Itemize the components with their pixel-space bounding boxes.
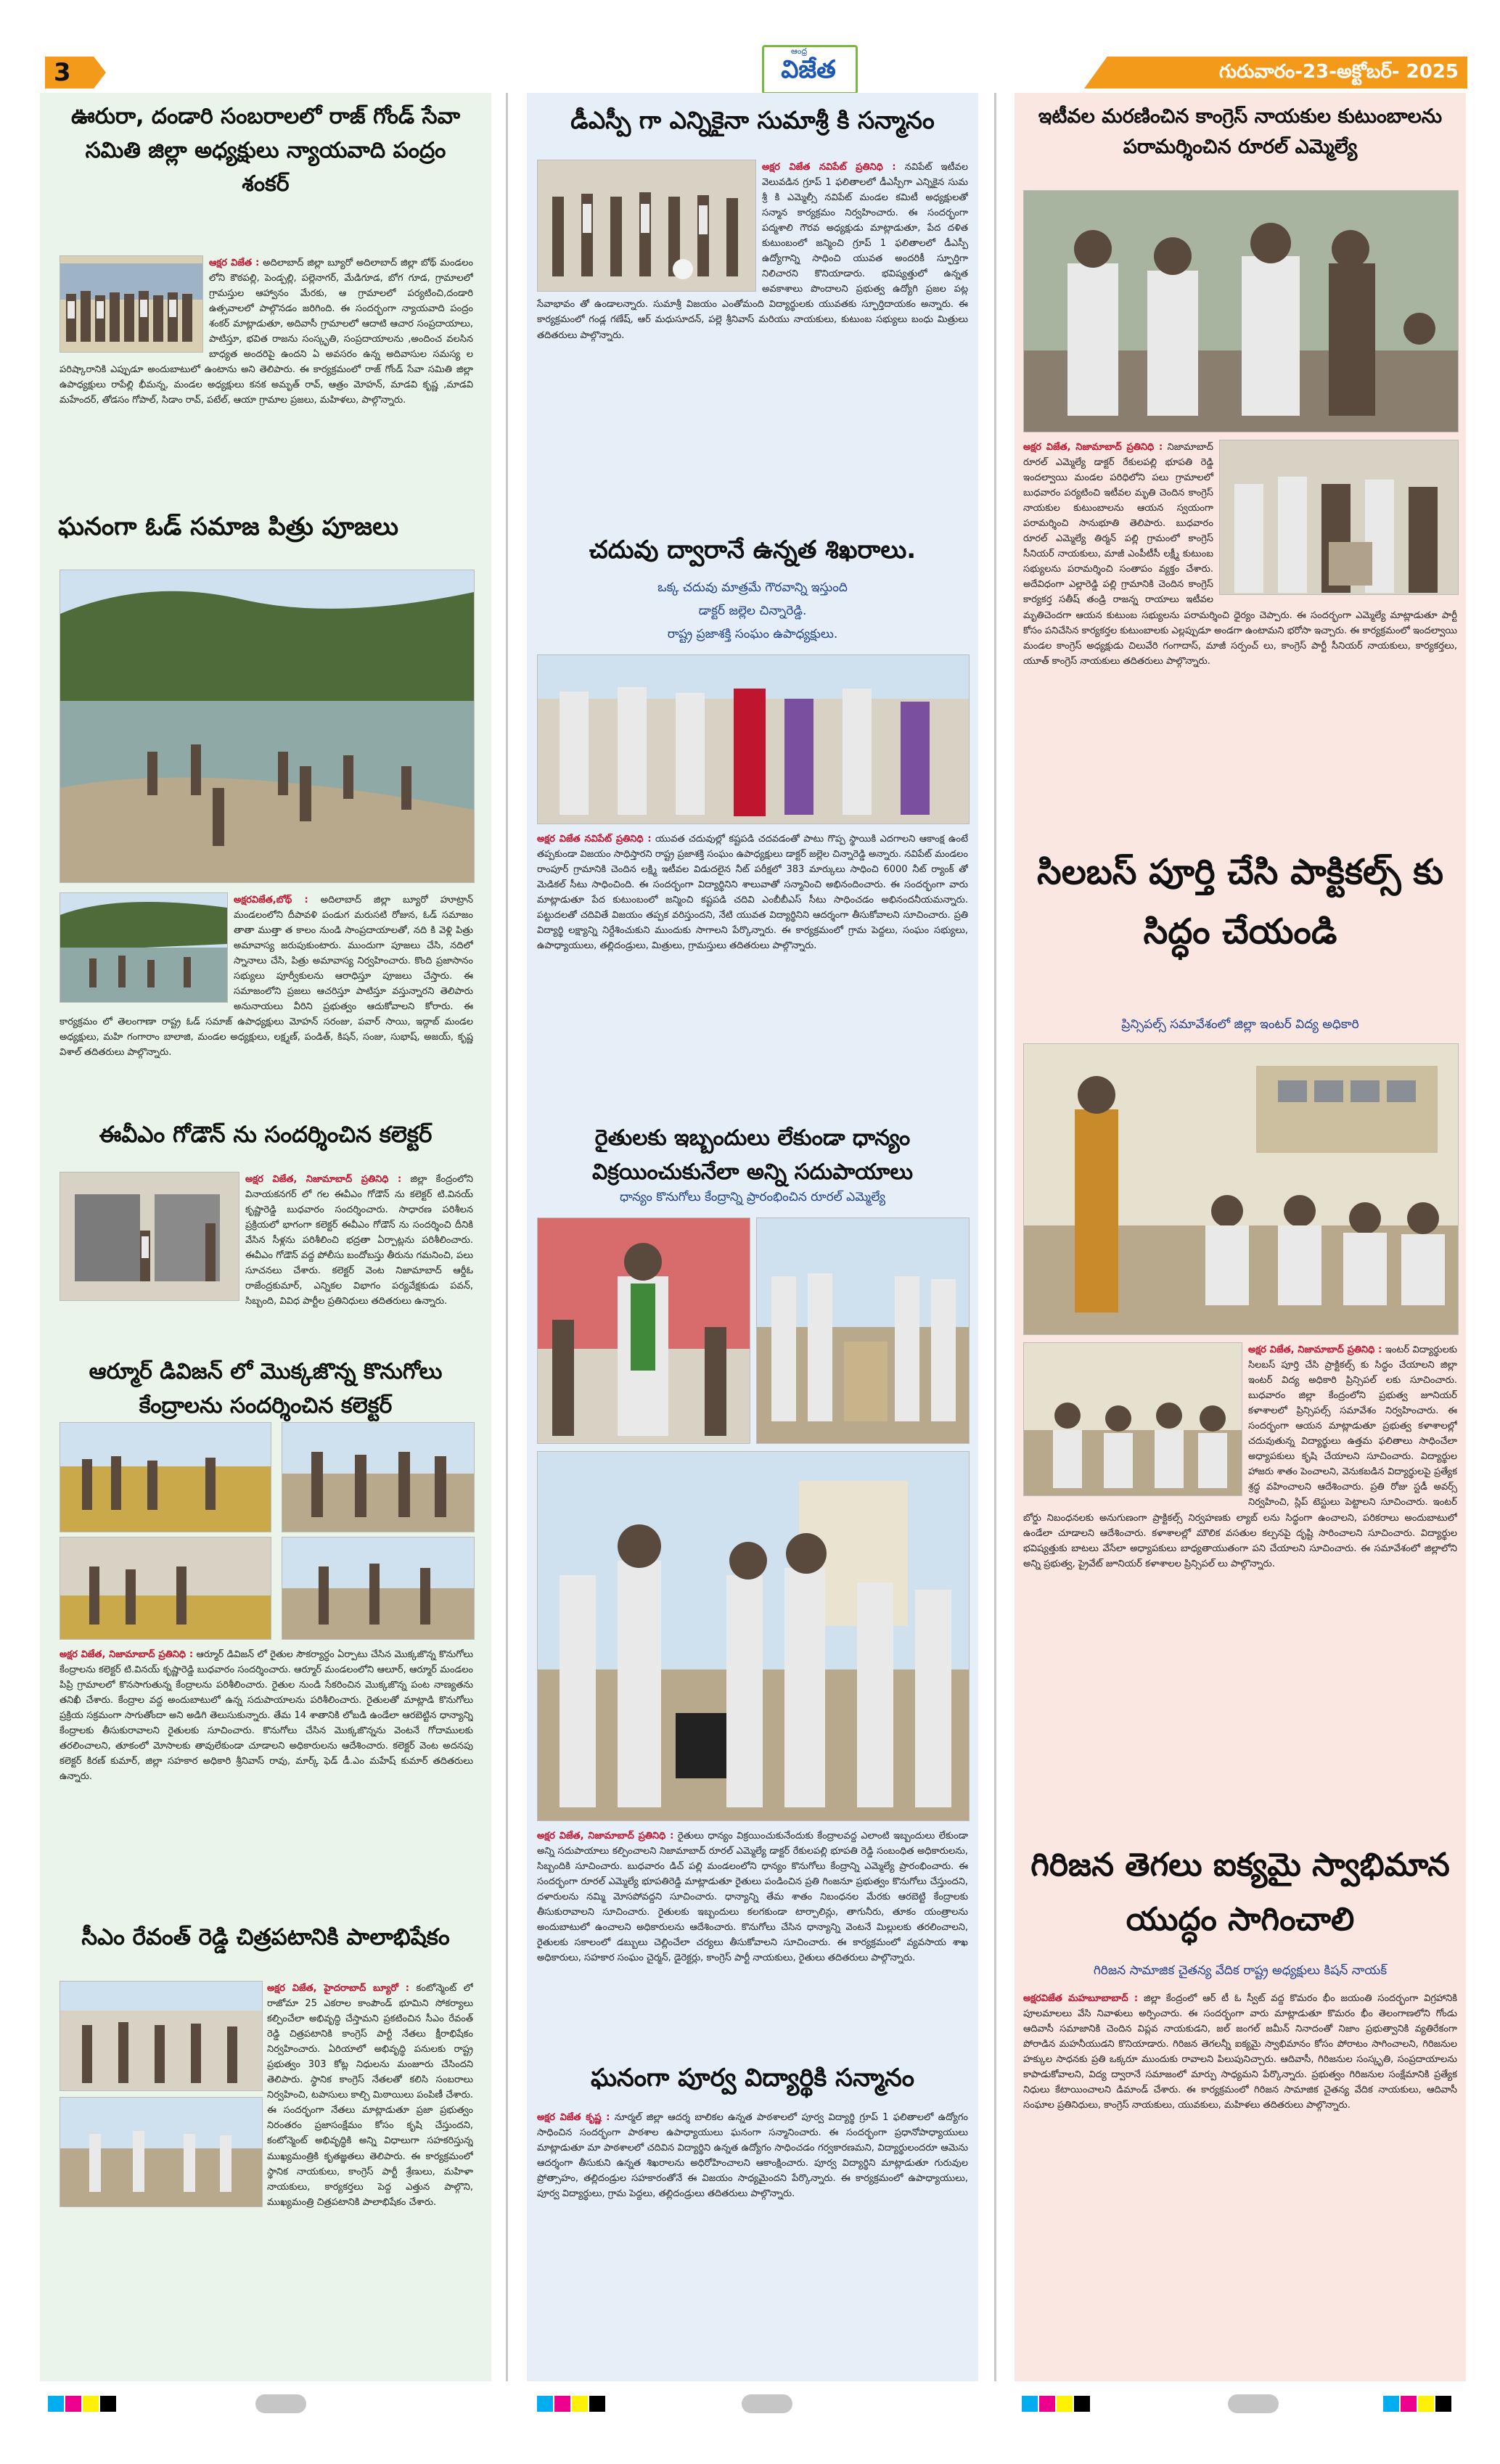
article-dsp-sumasri [537, 160, 968, 522]
article-body: కంటోన్మెంట్ లో రాజోమా 25 ఎకరాల కాంపౌండ్ భూమిని సోకర్యాలు కల్పించేలా అభివృద్ధి చేస్తామని ప్రకటించిన సీఎం రేవంత్ రెడ్డి చిత్రపటానికి కాంగ్రెస్ పార్టీ నేతలు క్షీరాభిషేకం నిర్వహించారు. ఏరియాలో అభివృద్ధి పనులకు రాష్ట్ర ప్రభుత్వం 303 కోట్ల నిధులను మంజూరు చేసిందని తెలిపారు. స్థానిక కాంగ్రెస్ నేతలతో కలిసి సంబరాలు నిర్వహించి, టపాసులు కాల్చి మిఠాయిలు పంపిణీ చేశారు. ఈ సందర్భంగా నేతలు మాట్లాడుతూ ప్రజా ప్రభుత్వం నిరంతరం ప్రజాసంక్షేమం కోసం కృషి చేస్తుందని, కంటోన్మెంట్ అభివృద్ధికి అన్ని విధాలుగా సహకరిస్తున్న ముఖ్యమంత్రికి కృతజ్ఞతలు తెలిపారు. ఈ కార్యక్రమంలో స్థానిక నాయకులు, కాంగ్రెస్ పార్టీ శ్రేణులు, మహిళా నాయకులు, కార్యకర్తలు పెద్ద ఎత్తున పాల్గొని, ముఖ్యమంత్రి చిత్రపటానికి పాలాభిషేకం చేశారు. [267, 1983, 473, 2208]
article-body: నిజామాబాద్ రూరల్ ఎమ్మెల్యే డాక్టర్ రేకులపల్లి భూపతి రెడ్డి ఇందల్వాయి మండల పరిధిలోని పలు గ్రామాలలో బుధవారం పర్యటించి ఇటీవల మృతి చెందిన కాంగ్రెస్ నాయకుల కుటుంబాలను ఆయన స్వయంగా పరామర్శించి సానుభూతి తెలిపారు. బుధవారం రూరల్ ఎమ్మెల్యే తిర్మన్ పల్లి గ్రామంలో కాంగ్రెస్ సీనియర్ నాయకులు, మాజీ ఎంపీటీసీ లక్ష్మీ కుటుంబ సభ్యులను పరామర్శించి సంతాపం వ్యక్తం చేశారు. అదేవిధంగా ఎల్లారెడ్డి పల్లి గ్రామానికి చెందిన కాంగ్రెస్ కార్యకర్త సతీష్ తండ్రి రాజన్న రాయాలు ఇటీవల మృతిచెందగా ఆయన కుటుంబ సభ్యులను పరామర్శించి ధైర్యం చెప్పారు. ఈ సందర్భంగా ఎమ్మెల్యే మాట్లాడుతూ పార్టీ కోసం పనిచేసిన కార్యకర్తల కుటుంబాలకు ఎల్లప్పుడూ అండగా ఉంటామని భరోసా ఇచ్చారు. ఈ కార్యక్రమంలో ఇందల్వాయి మండల కాంగ్రెస్ అధ్యక్షుడు చిలువేరి గంగాదాస్, మాజీ సర్పంచ్ లు, కాంగ్రెస్ పార్టీ సీనియర్ నాయకులు, కార్యకర్తలు, యూత్ కాంగ్రెస్ నాయకులు తదితరులు పాల్గొన్నారు. [1023, 442, 1457, 667]
photo-principals-meeting [1023, 1043, 1459, 1335]
headline-alumni: ఘనంగా పూర్వ విద్యార్థికి సన్మానం [590, 2063, 915, 2093]
headline-armoor-maize: ఆర్మూర్ డివిజన్ లో మొక్కజొన్న కొనుగోలు కేంద్రాలను సందర్శించిన కలెక్టర్ [89, 1359, 443, 1418]
article-body: జిల్లా కేంద్రంలో ఆర్ టీ ఓ స్వీట్ వద్ద కొమరం భీం జయంతి సందర్భంగా విగ్రహానికి పూలమాలలు వేసి నివాళులు అర్పించారు. ఈ సందర్భంగా వారు మాట్లాడుతూ కొమరం భీం తెలంగాణలోని గోండు ఆదివాసీ సమాజానికి చెందిన విప్లవ నాయకుడని, జల్ జంగల్ జమీన్ నినాదంతో నిజాం ప్రభుత్వానికి వ్యతిరేకంగా పోరాడిన మహనీయుడని కొనియాడారు. గిరిజన తెగలన్నీ ఐక్యమై స్వాభిమానం కోసం పోరాటం సాగించాలని, గిరిజనుల హక్కుల సాధనకు ప్రతి ఒక్కరూ ముందుకు రావాలని పిలుపునిచ్చారు. ఆదివాసీ, గిరిజనుల సంస్కృతి, సంప్రదాయాలను కాపాడుకోవాలని, విద్య ద్వారానే సమాజంలో మార్పు సాధ్యమని పేర్కొన్నారు. ప్రభుత్వం గిరిజనుల సంక్షేమానికి ప్రత్యేక నిధులు కేటాయించాలని డిమాండ్ చేశారు. ఈ కార్యక్రమంలో గిరిజన సామాజిక చైతన్య వేదిక నాయకులు, ఆదివాసీ సంఘాల ప్రతినిధులు, కాంగ్రెస్ నాయకులు, యువకులు, మహిళలు తదితరులు పాల్గొన్నారు. [1023, 1993, 1457, 2111]
masthead-small: ఆంధ్ర [791, 46, 808, 56]
article-body: రైతులు ధాన్యం విక్రయించుకునేందుకు కేంద్రాలవద్ద ఎలాంటి ఇబ్బందులు లేకుండా అన్ని సదుపాయాలు కల్పించాలని నిజామాబాద్ రూరల్ ఎమ్మెల్యే డాక్టర్ రేకులపల్లి భూపతి రెడ్డి సంబంధిత అధికారులను, సిబ్బందికి సూచించారు. బుధవారం డిచ్ పల్లి మండలంలోని ధాన్యం కొనుగోలు కేంద్రాన్ని ఎమ్మెల్యే ప్రారంభించారు. ఈ సందర్భంగా రూరల్ ఎమ్మెల్యే భూపతిరెడ్డి మాట్లాడుతూ రైతులు పండించిన ప్రతి గింజనూ ప్రభుత్వం కొనుగోలు చేస్తుందని, దళారులను నమ్మి మోసపోవద్దని సూచించారు. ధాన్యాన్ని తేమ శాతం నిబంధనల మేరకు ఆరబెట్టి కేంద్రాలకు తీసుకురావాలని సూచించారు. రైతులకు ఇబ్బందులు కలగకుండా టార్పాలిన్లు, తాగునీరు, తూకం యంత్రాలను అందుబాటులో ఉంచాలని అధికారులను ఆదేశించారు. కొనుగోలు చేసిన ధాన్యాన్ని వెంటనే మిల్లులకు తరలించాలని, రైతులకు సకాలంలో డబ్బులు చెల్లించేలా చర్యలు తీసుకోవాలని సూచించారు. ఈ కార్యక్రమంలో వ్యవసాయ శాఖ అధికారులు, సహకార సంఘం చైర్మన్, డైరెక్టర్లు, కాంగ్రెస్ పార్టీ నాయకులు, రైతులు తదితరులు పాల్గొన్నారు. [537, 1831, 968, 1964]
byline: అక్షర విజేత, హైదరాబాద్ బ్యూరో : [267, 1983, 410, 1994]
subhead-education-1: ఒక్క చదువు మాత్రమే గౌరవాన్ని ఇస్తుంది [657, 580, 848, 595]
photo-condolence-visit [1023, 190, 1459, 432]
article-body: నూర్మల్ జిల్లా ఆదర్శ బాలికల ఉన్నత పాఠశాలలో పూర్వ విద్యార్థి గ్రూప్ 1 ఫలితాలలో ఉద్యోగం సాధించిన సందర్భంగా పాఠశాల ఉపాధ్యాయులు ఘనంగా సన్మానించారు. ఈ సందర్భంగా ప్రధానోపాధ్యాయులు మాట్లాడుతూ మా పాఠశాలలో చదివిన విద్యార్థిని ఉన్నత ఉద్యోగం సాధించడం గర్వకారణమని, విద్యార్థులందరూ ఆమెను ఆదర్శంగా తీసుకుని ఉన్నత శిఖరాలను అధిరోహించాలని ఆకాంక్షించారు. పూర్వ విద్యార్థిని మాట్లాడుతూ గురువుల ప్రోత్సాహం, తల్లిదండ్రుల సహకారంతోనే ఈ విజయం సాధ్యమైందని పేర్కొన్నారు. ఈ కార్యక్రమంలో ఉపాధ్యాయులు, పూర్వ విద్యార్థులు, గ్రామ పెద్దలు, తల్లిదండ్రులు తదితరులు పాల్గొన్నారు. [537, 2112, 968, 2200]
article-body: యువత చదువుల్లో కష్టపడి చదవడంతో పాటు గొప్ప స్థాయికి ఎదగాలని ఆకాంక్ష ఉంటే తప్పకుండా విజయం సాధిస్తారని రాష్ట్ర ప్రజాశక్తి సంఘం ఉపాధ్యక్షులు డాక్టర్ జల్లెల చిన్నారెడ్డి అన్నారు. నవిపేట్ మండలం రాంపూర్ గ్రామానికి చెందిన లక్ష్మి ఇటీవల విడుదలైన నీట్ పరీక్షలో 383 మార్కులు సాధించి 6000 నీట్ ర్యాంక్ తో మెడికల్ సీటు సాధించింది. ఈ సందర్భంగా విద్యార్థినిని శాలువాతో సన్మానించి అభినందించారు. ఈ సందర్భంగా వారు మాట్లాడుతూ పేద కుటుంబంలో జన్మించి కష్టపడి చదివి ఎంబీబీఎస్ సీటు సాధించడం అభినందనీయమన్నారు. పట్టుదలతో చదివితే విజయం తప్పక వరిస్తుందని, నేటి యువత విద్యార్థినిని ఆదర్శంగా తీసుకోవాలని సూచించారు. ప్రతి విద్యార్థి లక్ష్యాన్ని నిర్దేశించుకుని ముందుకు సాగాలని పేర్కొన్నారు. ఈ కార్యక్రమంలో గ్రామ పెద్దలు, సంఘం సభ్యులు, ఉపాధ్యాయులు, తల్లిదండ్రులు, మిత్రులు, గ్రామస్తులు తదితరులు పాల్గొన్నారు. [537, 834, 968, 952]
byline: అక్షర విజేత నవిపేట్ ప్రతినిధి : [537, 834, 652, 845]
byline: అక్షర విజేత, నిజామాబాద్ ప్రతినిధి : [537, 1831, 674, 1841]
photo-mla-speech [537, 1217, 750, 1444]
article-grain-purchase [537, 1828, 968, 2053]
footer-registration-mark [1228, 2394, 1279, 2413]
article-congress-condolence [1023, 440, 1457, 798]
byline: అక్షర విజేత, నిజామాబాద్ ప్రతినిధి : [1023, 442, 1163, 453]
footer-color-bar [537, 2396, 607, 2415]
subhead-syllabus: ప్రిన్సిపల్స్ సమావేశంలో జిల్లా ఇంటర్ విద్య అధికారి [1121, 1017, 1359, 1032]
photo-maize-2 [282, 1422, 475, 1532]
article-body: అదిలాబాద్ జిల్లా బ్యూరో హూట్రాన్ మండలంలోని దీపావళి పండుగ మరుసటి రోజున, ఓడ్ సమాజం తాతా ముత్తా త కాలం నుండి సాంప్రదాయాలతో, నది కి వెళ్లి పిత్రు అమావాస్య జరుపుకుంటారు. ముందుగా పూజలు చేసి, నదిలో స్నానాలు చేసి, పిత్రు అమావాస్య నిర్వహించారు. కొంది ప్రజాసానం సభ్యులు పూర్వీకులను ఆరాధిస్తూ పూజలు చేస్తారు. ఈ సమాజంలోని ప్రజలు ఆచరిస్తూ పాటిస్తూ వస్తున్నారని తెలిపారు అనునాయలు వీరిని ప్రభుత్వం ఆదుకోవాలని కోరారు. ఈ కార్యక్రమం లో తెలంగాణా రాష్ట్ర ఓడ్ సమాజ్ ఉపాధ్యక్షులు మోహన్ సరంజు, పవార్ సాయి, ఇద్గాబ్ మండల అధ్యక్షులు, మహి గంగారాం బాలాజి, మండల అధ్యక్షులు, లక్ష్మణ్, పండిత్, కిషన్, సంజు, సుభాష్, అజయ్, కృష్ణ విశాల్ తదితరులు పాల్గొన్నారు. [60, 895, 473, 1059]
headline-od-samaja: ఘనంగా ఓడ్ సమాజ పిత్రు పూజలు [58, 512, 398, 541]
article-cm-palabhishekam [60, 1981, 473, 2373]
headline-cm-palabhishekam: సీఎం రేవంత్ రెడ్డి చిత్రపటానికి పాలాభిషేకం [81, 1924, 450, 1950]
photo-grain-sacks [756, 1217, 970, 1444]
page-number: 3 [54, 58, 71, 87]
byline: అక్షరవిజేత,బోథ్ : [234, 895, 308, 905]
masthead-title: విజేత [781, 55, 836, 84]
subhead-education-3: రాష్ట్ర ప్రజాశక్తి సంఘం ఉపాధ్యక్షులు. [667, 627, 838, 641]
article-body: జిల్లా కేంద్రంలోని వినాయకనగర్ లో గల ఈవీఎం గోడౌన్ ను కలెక్టర్ టి.వినయ్ కృష్ణారెడ్డి బుధవారం సందర్శించారు. సాధారణ పరిశీలన ప్రక్రియలో భాగంగా కలెక్టర్ ఈవీఎం గోడౌన్ ను సందర్శించి దీనికి వేసిన సీళ్లను పరిశీలించి భద్రతా ఏర్పాట్లను పరిశీలించారు. ఈవీఎం గోడౌన్ వద్ద పోలీసు బందోబస్తు తీరును గమనించి, పలు సూచనలు చేశారు. కలెక్టర్ వెంట నిజామాబాద్ ఆర్డీఓ రాజేంద్రకుమార్, ఎన్నికల విభాగం పర్యవేక్షకుడు పవన్, సిబ్బంది, వివిధ పార్టీల ప్రతినిధులు తదితరులు ఉన్నారు. [245, 1174, 473, 1307]
footer-color-bar [1022, 2396, 1091, 2415]
article-od-samaja [60, 892, 473, 1110]
article-education [537, 831, 968, 1114]
headline-education: చదువు ద్వారానే ఉన్నత శిఖరాలు. [589, 535, 917, 564]
byline: అక్షర విజేత నవిపేట్ ప్రతినిధి : [762, 162, 896, 173]
headline-evm-godown: ఈవీఎం గోడౌన్ ను సందర్శించిన కలెక్టర్ [99, 1122, 433, 1148]
article-evm-godown [60, 1172, 473, 1346]
headline-raj-gond: ఊరురా, దండారి సంబరాలలో రాజ్ గోండ్ సేవా సమితి జిల్లా అధ్యక్షులు న్యాయవాది పంద్రం శంకర్ [70, 104, 461, 197]
photo-grain-inauguration [537, 1451, 970, 1821]
footer-registration-mark [742, 2394, 792, 2413]
headline-tribal-unity: గిరిజన తెగలు ఐక్యమై స్వాభిమాన యుద్ధం సాగించాలి [1030, 1847, 1450, 1938]
article-armoor-maize [60, 1647, 473, 1915]
byline: అక్షర విజేత, నిజామాబాద్ ప్రతినిధి : [245, 1174, 402, 1185]
article-alumni [537, 2110, 968, 2371]
article-body: ఆర్మూర్ డివిజన్ లో రైతుల సౌకర్యార్ధం ఏర్పాటు చేసిన మొక్కజొన్న కొనుగోలు కేంద్రాలను కలెక్టర్ టి.వినయ్ కృష్ణారెడ్డి బుధవారం సందర్శించారు. ఆర్మూర్ మండలంలోని ఆలూర్, ఆర్మూర్ మండలం పిప్రి గ్రామాలలో కొనసాగుతున్న కేంద్రాలను పరిశీలించారు. రైతుల నుండి సేకరించిన మొక్కజొన్న పంట నాణ్యతను తనిఖీ చేశారు. కేంద్రాల వద్ద అందుబాటులో ఉన్న సదుపాయాలను పరిశీలించారు. రైతులతో మాట్లాడి కొనుగోలు ప్రక్రియ సక్రమంగా సాగుతోందా అని అడిగి తెలుసుకున్నారు. తేమ 14 శాతానికి లోబడి ఉండేలా ఆరబెట్టిన ధాన్యాన్ని కేంద్రాలకు తీసుకురావాలని రైతులకు సూచించారు. కొనుగోలు చేసిన మొక్కజొన్నను వెంటనే గోదాములకు తరలించాలని, తూకంలో మోసాలకు తావులేకుండా చూడాలని అధికారులను ఆదేశించారు. కలెక్టర్ వెంట అదనపు కలెక్టర్ కిరణ్ కుమార్, జిల్లా సహకార అధికారి శ్రీనివాస్ రావు, మార్క్ ఫెడ్ డీ.ఎం మహేష్ కుమార్ తదితరులు ఉన్నారు. [60, 1649, 473, 1783]
photo-maize-1 [60, 1422, 271, 1532]
photo-education-felicitation [537, 654, 970, 824]
photo-maize-4 [282, 1537, 475, 1640]
footer-color-bar [48, 2396, 118, 2415]
headline-dsp-sumasri: డీఎస్పీ గా ఎన్నికైనా సుమాశ్రీ కి సన్మానం [570, 106, 935, 134]
footer-registration-mark [255, 2394, 306, 2413]
photo-maize-3 [60, 1537, 271, 1640]
photo-river-bathing [60, 570, 475, 883]
headline-grain-purchase: రైతులకు ఇబ్బందులు లేకుండా ధాన్యం విక్రయించుకునేలా అన్ని సదుపాయాలు [591, 1125, 914, 1185]
footer-color-bar [1383, 2396, 1453, 2415]
article-body: నవిపేట్ ఇటీవల వెలువడిన గ్రూప్ 1 ఫలితాలలో డీఎస్పీగా ఎన్నికైన సుమ శ్రీ కి ఎమ్మెల్సీ నవిపేట్ మండల కమిటీ అధ్యక్షులతో సన్మాన కార్యక్రమం నిర్వహించారు. ఈ సందర్భంగా పద్మశాలి గౌరవ అధ్యక్షుడు మాట్లాడుతూ, పేద దళిత కుటుంబంలో జన్మించి గ్రూప్ 1 ఫలితాలలో డీఎస్పీ ఉద్యోగాన్ని సాధించి యువత అందరికీ స్ఫూర్తిగా నిలిచారని కొనియాడారు. భవిష్యత్తులో ఉన్నత అవకాశాలు పొందాలని ప్రభుత్వ ఉద్యోగి ప్రజల పట్ల సేవాభావం తో ఉండాలన్నారు. సుమాశ్రీ విజయం ఎంతోమంది విద్యార్థులకు యువతకు స్ఫూర్తిదాయకం అన్నారు. ఈ కార్యక్రమంలో గండ్ల గణేష్, ఆర్ మధుసూదన్, పల్లె శ్రీనివాస్ మరియు నాయకులు, కుటుంబ సభ్యులు బంధు మిత్రులు తదితరులు పాల్గొన్నారు. [537, 162, 968, 341]
byline: అక్షర విజేత, నిజామాబాద్ ప్రతినిధి : [1248, 1344, 1382, 1355]
headline-syllabus: సిలబస్ పూర్తి చేసి పాక్టికల్స్ కు సిద్ధం చేయండి [1037, 852, 1443, 952]
byline: ఆక్షర విజేత : [209, 258, 260, 268]
article-tribal-unity [1023, 1991, 1457, 2374]
subhead-education-2: డాక్టర్ జల్లెల చిన్నారెడ్డి. [698, 604, 807, 618]
column-divider [994, 93, 996, 2381]
date-text: గురువారం-23-అక్టోబర్- 2025 [1218, 61, 1459, 83]
subhead-tribal-unity: గిరిజన సామాజిక చైతన్య వేదిక రాష్ట్ర అధ్యక్షులు కిషన్ నాయక్ [1093, 1963, 1388, 1978]
article-body: ఇంటర్ విద్యార్థులకు సిలబస్ పూర్తి చేసి ప్రాక్టికల్స్ కు సిద్ధం చేయాలని జిల్లా ఇంటర్ విద్య అధికారి ప్రిన్సిపల్ లకు సూచించారు. బుధవారం జిల్లా కేంద్రంలోని ప్రభుత్వ జూనియర్ కళాశాలలో ప్రిన్సిపల్స్ సమావేశం నిర్వహించారు. ఈ సందర్భంగా ఆయన మాట్లాడుతూ ప్రభుత్వ కళాశాలల్లో చదువుతున్న విద్యార్థులు ఉత్తమ ఫలితాలు సాధించేలా అధ్యాపకులు కృషి చేయాలని సూచించారు. విద్యార్థుల హాజరు శాతం పెంచాలని, వెనుకబడిన విద్యార్థులపై ప్రత్యేక శ్రద్ధ వహించాలని ఆదేశించారు. ప్రతి రోజు స్టడీ అవర్స్ నిర్వహించి, స్లిప్ టెస్టులు పెట్టాలని సూచించారు. ఇంటర్ బోర్డు నిబంధనలకు అనుగుణంగా ప్రాక్టికల్స్ నిర్వహణకు ల్యాబ్ లను సిద్ధంగా ఉంచాలని, పరికరాలు అందుబాటులో ఉండేలా చూడాలని ఆదేశించారు. కళాశాలల్లో మౌలిక వసతుల కల్పనపై దృష్టి సారించాలని సూచించారు. విద్యార్థుల భవిష్యత్తుకు బాటలు వేసేలా అధ్యాపకులు బాధ్యతాయుతంగా పని చేయాలని సూచించారు. ఈ సమావేశంలో జిల్లాలోని అన్ని ప్రభుత్వ, ప్రైవేట్ జూనియర్ కళాశాలల ప్రిన్సిపల్ లు పాల్గొన్నారు. [1023, 1344, 1457, 1569]
byline: అక్షరవిజేత మహబూబాబాద్ : [1023, 1993, 1139, 2004]
article-syllabus [1023, 1342, 1457, 1821]
column-divider [506, 93, 508, 2381]
article-body: అదిలాబాద్ జిల్లా బ్యూరో అదిలాబాద్ జిల్లా బోథ్ మండలం లోని కౌఠపల్లి, పెండ్పల్లి, పల్లెనాగర్, మేడిగూడ, బోగ గూడ, గ్రామాలలో గ్రామస్తుల ఆహ్వానం మేరకు, ఆ గ్రామాలలో పర్యటించి,దండారి ఉత్సవాలలో పాల్గొనడం జరిగింది. ఈ సందర్భంగా న్యాయవాది పంద్రం శంకర్ మాట్లాడుతూ, అదివాసీ గ్రామాలలో ఆదాటి ఆచార సంప్రదాయాలు, పాటిస్తూ, భవిత రాజను సంస్కృతి, సంప్రదాయాలను ,అందించ వలసిన బాధ్యత అందరిపై ఉందని ఏ అవసరం ఉన్న అదివాసుల సమస్య ల పరిష్కారానికి ఎప్పుడూ అందుబాటులో ఉంటాను అని తెలిపారు. ఈ కార్యక్రమంలో రాజ్ గోండ్ సేవా సమితి జిల్లా ఉపాధ్యక్షులు రాపేల్లి భీమన్న, మండల అధ్యక్షులు కనక అమృత్ రావ్, ఆత్రం మోహన్, మాడవి కృష్ణ ,మాడవి మహేందర్, తోడసం గోపాల్, సిడాం రావ్, పటేల్, ఆయా గ్రామాల ప్రజలు, మహిళలు, పాల్గొన్నారు. [60, 258, 473, 406]
subhead-grain-purchase: ధాన్యం కొనుగోలు కేంద్రాన్ని ప్రారంభించిన రూరల్ ఎమ్మెల్యే [619, 1190, 886, 1204]
article-raj-gond [60, 255, 473, 489]
page-header [0, 0, 1500, 86]
byline: అక్షర విజేత, నిజామాబాద్ ప్రతినిధి : [60, 1649, 194, 1660]
byline: అక్షర విజేత కృష్ణ : [537, 2112, 610, 2123]
headline-congress-condolence: ఇటీవల మరణించిన కాంగ్రెస్ నాయకుల కుటుంబాలను పరామర్శించిన రూరల్ ఎమ్మెల్యే [1038, 105, 1443, 158]
